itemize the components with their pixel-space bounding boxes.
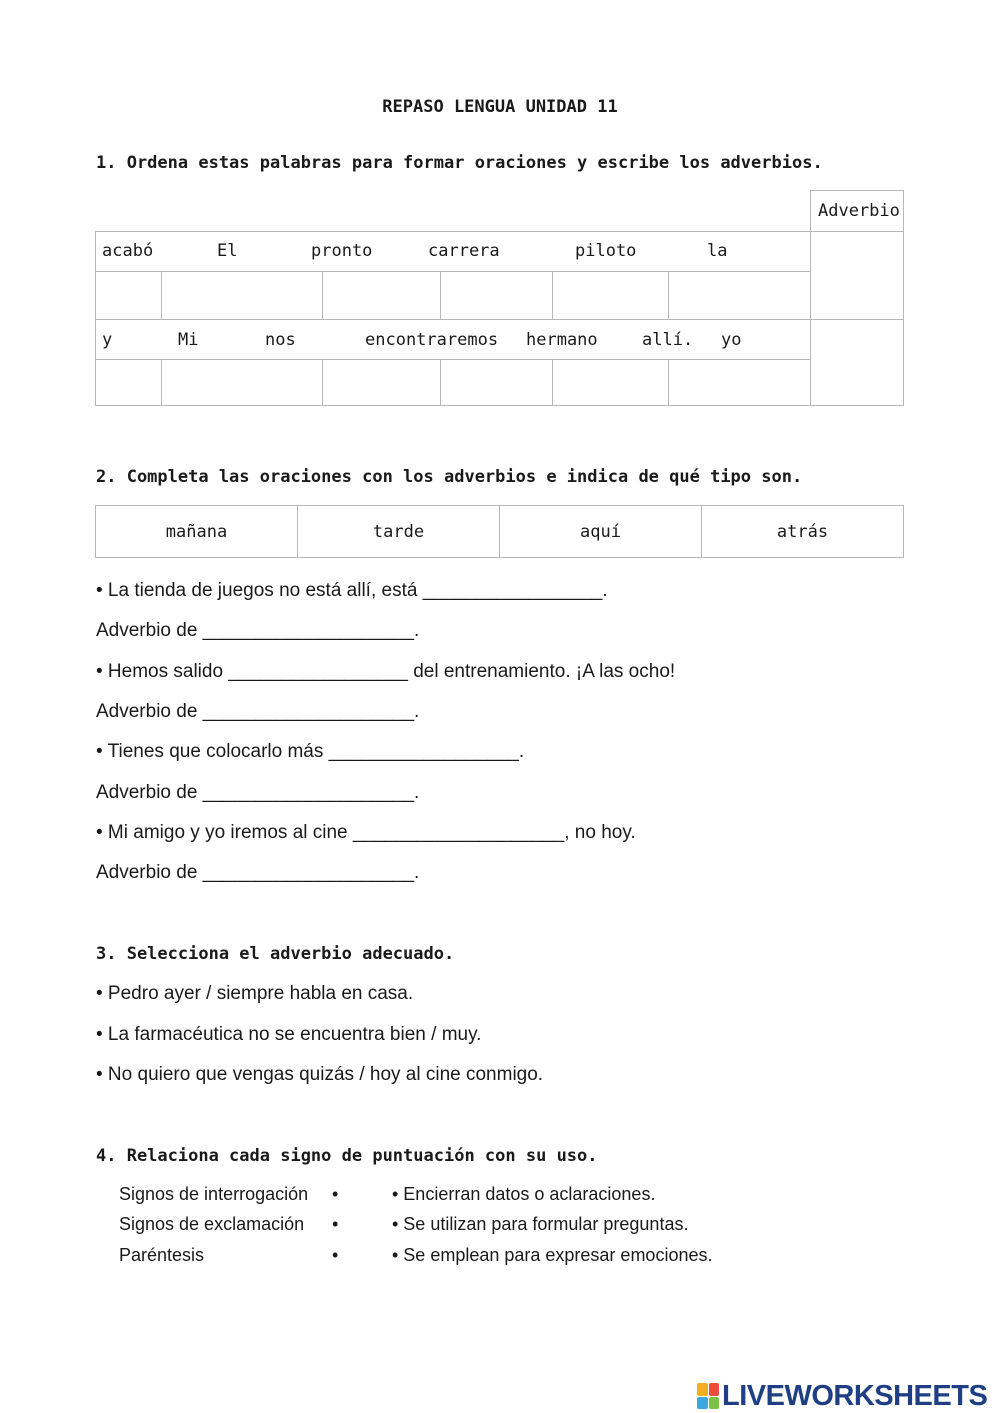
adverb-type-line: Adverbio de ____________________. [96, 620, 420, 641]
word-chip: y [102, 330, 113, 350]
liveworksheets-logo [697, 1380, 987, 1412]
word-chip: Mi [178, 330, 199, 350]
word-chip: encontraremos [365, 330, 499, 350]
sentence-line: • Hemos salido _________________ del entrenamiento. ¡A las ocho! [96, 661, 676, 682]
match-right-item[interactable]: • Se utilizan para formular preguntas. [392, 1214, 689, 1234]
match-dot-left[interactable]: • [332, 1214, 339, 1234]
sentence-line: • La tienda de juegos no está allí, está _________________. [96, 580, 608, 601]
answer-cell[interactable] [669, 272, 810, 319]
answer-cell[interactable] [441, 360, 552, 405]
word-chip: carrera [428, 241, 500, 261]
match-dot-left[interactable]: • [332, 1184, 339, 1204]
choice-sentence: • Pedro ayer / siempre habla en casa. [96, 983, 414, 1004]
answer-cell[interactable] [553, 272, 668, 319]
worksheet-title: REPASO LENGUA UNIDAD 11 [382, 97, 618, 117]
answer-cell[interactable] [162, 272, 322, 319]
answer-cell[interactable] [96, 360, 161, 405]
adverb-answer-cell[interactable] [811, 232, 903, 319]
match-dot-left[interactable]: • [332, 1245, 339, 1265]
section3-heading: 3. Selecciona el adverbio adecuado. [96, 944, 455, 964]
adverb-option: aquí [500, 506, 702, 557]
section4-heading: 4. Relaciona cada signo de puntuación con su uso. [96, 1146, 598, 1166]
adverb-options-box [95, 505, 904, 558]
choice-sentence: • No quiero que vengas quizás / hoy al cine conmigo. [96, 1064, 544, 1085]
word-chip: la [707, 241, 728, 261]
answer-cell[interactable] [441, 272, 552, 319]
match-right-item[interactable]: • Encierran datos o aclaraciones. [392, 1184, 656, 1204]
choice-sentence: • La farmacéutica no se encuentra bien / muy. [96, 1024, 482, 1045]
match-right-item[interactable]: • Se emplean para expresar emociones. [392, 1245, 713, 1265]
section1-heading: 1. Ordena estas palabras para formar oraciones y escribe los adverbios. [96, 153, 823, 173]
liveworksheets-logo-icon [697, 1383, 719, 1409]
word-chip: pronto [311, 241, 373, 261]
word-chip: El [217, 241, 238, 261]
sentence-line: • Mi amigo y yo iremos al cine ____________________, no hoy. [96, 822, 636, 843]
match-left-item: Paréntesis [119, 1245, 205, 1265]
section2-heading: 2. Completa las oraciones con los adverbios e indica de qué tipo son. [96, 467, 803, 487]
answer-cell[interactable] [669, 360, 810, 405]
word-chip: allí. [642, 330, 694, 350]
logo-text: LIVEWORKSHEETS [722, 1379, 988, 1412]
adverb-option: tarde [298, 506, 500, 557]
answer-cell[interactable] [162, 360, 322, 405]
word-chip: acabó [102, 241, 154, 261]
adverb-answer-cell[interactable] [811, 320, 903, 405]
adverb-type-line: Adverbio de ____________________. [96, 862, 420, 883]
answer-cell[interactable] [323, 360, 440, 405]
answer-cell[interactable] [553, 360, 668, 405]
word-chip: hermano [526, 330, 598, 350]
match-left-item: Signos de exclamación [119, 1214, 305, 1234]
adverb-type-line: Adverbio de ____________________. [96, 701, 420, 722]
word-chip: nos [265, 330, 296, 350]
answer-cell[interactable] [96, 272, 161, 319]
word-order-table [95, 190, 904, 406]
adverb-option: mañana [96, 506, 298, 557]
word-chip: yo [721, 330, 742, 350]
adverb-option: atrás [776, 521, 829, 542]
adverb-type-line: Adverbio de ____________________. [96, 782, 420, 803]
sentence-line: • Tienes que colocarlo más __________________. [96, 741, 525, 762]
match-left-item: Signos de interrogación [119, 1184, 309, 1204]
answer-cell[interactable] [323, 272, 440, 319]
word-chip: piloto [575, 241, 637, 261]
adverb-column-header: Adverbio [818, 201, 900, 221]
